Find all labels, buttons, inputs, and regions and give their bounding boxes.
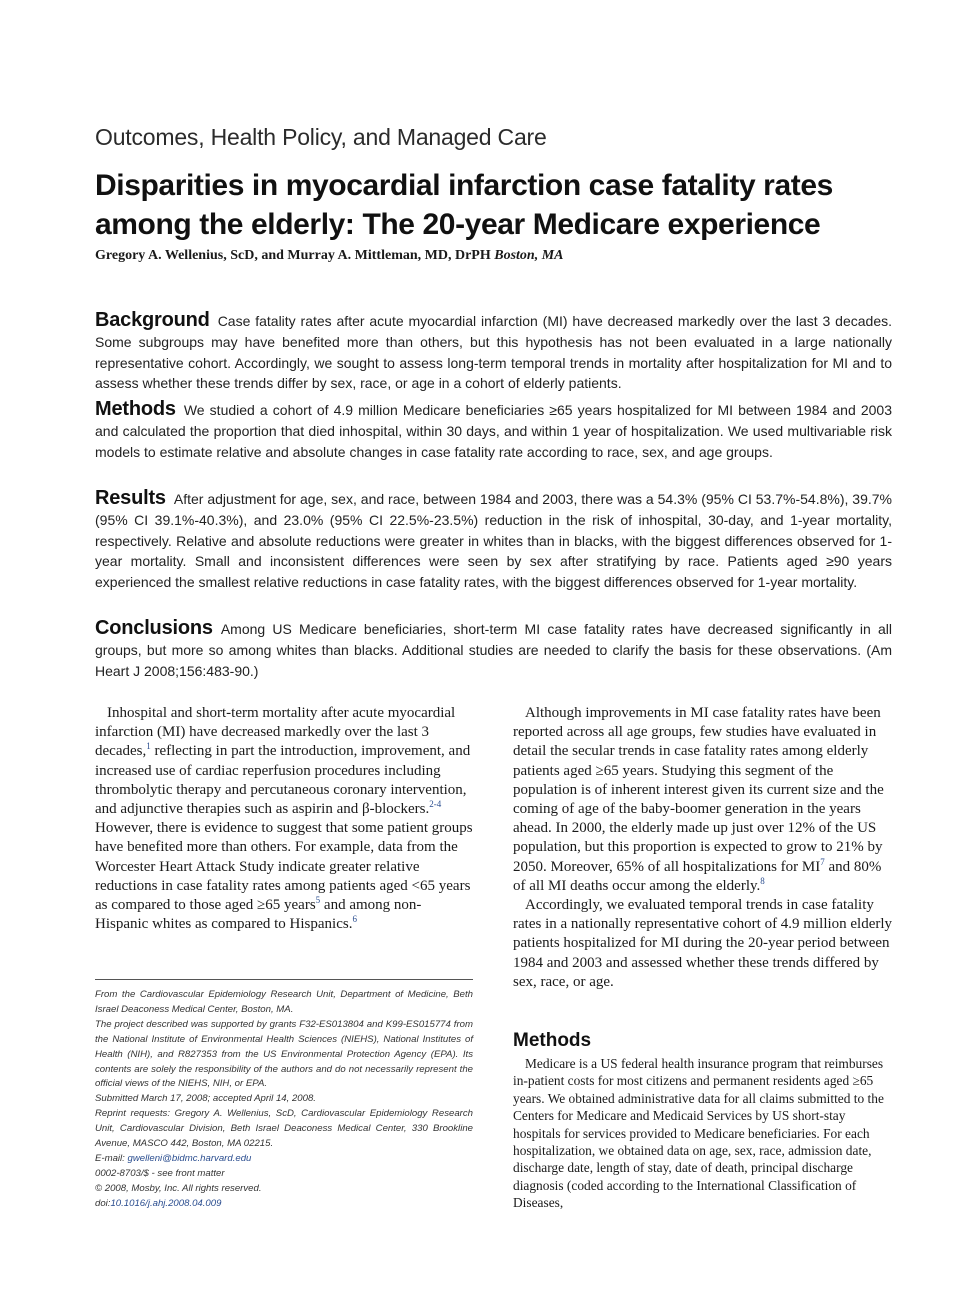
footnote-submitted: Submitted March 17, 2008; accepted April 14, 2008. (95, 1093, 316, 1105)
abstract-methods-label: Methods (95, 398, 176, 420)
reference-link[interactable]: 2-4 (429, 799, 442, 810)
author-line (95, 248, 895, 264)
intro-right-text-a: Although improvements in MI case fatality rates have been reported across all age groups, few studies have evaluated in detail the secular trends in case fatality rates among elderly patients aged ≥65 years. Studying this segment of the population is of inherent interest given its current size and the coming of age of the baby-boomer generation in the years ahead. In 2000, the elderly made up just over 12% of the US population, but this proportion is expected to grow to 21% by 2050. Moreover, 65% of all hospitalizations for MI (513, 705, 884, 875)
intro-text-d: and among non-Hispanic whites as compared to Hispanics. (95, 897, 422, 933)
intro-paragraph-1 (95, 704, 473, 934)
abstract-background (95, 310, 892, 394)
intro-text-b: reflecting in part the introduction, improvement, and increased use of cardiac reperfusion procedures including thrombolytic therapy and percutaneous coronary intervention, and adjunctive therapies such as aspirin and β-blockers. (95, 743, 471, 818)
abstract-methods-text: We studied a cohort of 4.9 million Medicare beneficiaries ≥65 years hospitalized for MI between 1984 and 2003 and calculated the proportion that died inhospital, within 30 days, and within 1 year of hospitalization. We used multivariable risk models to estimate relative and absolute changes in case fatality rate according to race, sex, and age groups. (95, 402, 892, 460)
reference-link[interactable]: 6 (352, 914, 357, 925)
intro-right-text-b: and 80% of all MI deaths occur among the elderly. (513, 858, 882, 894)
methods-heading: Methods (513, 1030, 592, 1051)
intro-right-paragraph-2: Accordingly, we evaluated temporal trends in case fatality rates in a nationally representative cohort of 4.9 million elderly patients hospitalized for MI during the 20-year period between 1984 and 2003 and assessed whether these trends differed by sex, race, or age. (513, 897, 893, 990)
methods-text-block (513, 1055, 893, 1212)
methods-paragraph: Medicare is a US federal health insurance program that reimburses in-patient costs for most citizens and permanent residents aged ≥65 years. We obtained administrative data for all claims submitted to the Centers for Medicare and Medicaid Services by US short-stay hospitals for services provided to Medicare beneficiaries. For each hospitalization, we obtained data on age, sex, race, admission date, discharge date, length of stay, date of death, principal discharge diagnosis (coded according to the International Classification of Diseases, (513, 1056, 884, 1211)
footnote-affiliation: From the Cardiovascular Epidemiology Research Unit, Department of Medicine, Beth Israel Deaconess Medical Center, Boston, MA. (95, 989, 473, 1015)
doi-link[interactable]: 10.1016/j.ahj.2008.04.009 (110, 1197, 222, 1209)
reference-link[interactable]: 7 (820, 856, 825, 867)
footnote-doi (95, 1197, 473, 1212)
abstract-background-label: Background (95, 309, 210, 331)
footnote-divider (95, 979, 473, 980)
email-link[interactable]: gwelleni@bidmc.harvard.edu (127, 1152, 252, 1164)
footnote-reprints: Reprint requests: Gregory A. Wellenius, ScD, Cardiovascular Epidemiology Research Unit, Cardiovascular Division, Beth Israel Deaconess Medical Center, 330 Brookline Avenue, MASCO 442, Boston, MA 02215. (95, 1108, 473, 1150)
footnote-issn: 0002-8703/$ - see front matter (95, 1167, 225, 1179)
footnote-funding: The project described was supported by grants F32-ES013804 and K99-ES015774 from the National Institute of Environmental Health Sciences (NIEHS), National Institutes of Health (NIH), and R827353 from the US Environmental Protection Agency (EPA). Its contents are solely the responsibility of the authors and do not necessarily represent the official views of the NIEHS, NIH, or EPA. (95, 1018, 473, 1090)
abstract-methods (95, 399, 892, 462)
author-location: Boston, MA (494, 248, 564, 263)
authors: Gregory A. Wellenius, ScD, and Murray A. Mittleman, MD, DrPH (95, 248, 491, 263)
intro-left-column (95, 704, 473, 934)
article-title: Disparities in myocardial infarction case fatality rates among the elderly: The 20-year Medicare experience (95, 169, 833, 241)
intro-text-c: However, there is evidence to suggest that some patient groups have benefited more than others. For example, data from the Worcester Heart Attack Study indicate greater relative reductions in case fatality rates among patients aged <65 years as compared to those aged ≥65 years (95, 820, 473, 914)
doi-label: doi: (95, 1197, 111, 1209)
abstract-results-label: Results (95, 487, 166, 509)
journal-section-heading: Outcomes, Health Policy, and Managed Care (95, 124, 547, 150)
footnote-email (95, 1152, 473, 1167)
abstract-results-text: After adjustment for age, sex, and race, between 1984 and 2003, there was a 54.3% (95% CI 53.7%-54.8%), 39.7% (95% CI 39.1%-40.3%), and 23.0% (95% CI 22.5%-23.5%) reduction in the risk of inhospital, 30-day, and 1-year mortality, respectively. Relative and absolute reductions were greater in whites than in blacks, with the biggest differences observed for 1-year mortality. Small and inconsistent differences were seen by sex after stratifying by race. Patients aged ≥90 years experienced the smallest relative reductions in case fatality rates, with the biggest differences observed for 1-year mortality. (95, 491, 892, 591)
abstract-results (95, 488, 892, 593)
email-label: E-mail: (95, 1152, 128, 1164)
footnotes (95, 988, 473, 1212)
abstract-conclusions-text: Among US Medicare beneficiaries, short-term MI case fatality rates have decreased significantly in all groups, but more so among whites than blacks. Additional studies are needed to clarify the basis for these observations. (Am Heart J 2008;156:483-90.) (95, 621, 892, 679)
abstract-conclusions-label: Conclusions (95, 617, 213, 639)
reference-link[interactable]: 8 (760, 875, 765, 886)
intro-text-a: Inhospital and short-term mortality after acute myocardial infarction (MI) have decreased markedly over the last 3 decades, (95, 705, 456, 760)
intro-right-paragraph-1 (513, 704, 893, 896)
reference-link[interactable]: 5 (315, 895, 321, 906)
abstract-conclusions (95, 618, 892, 681)
footnote-copyright: © 2008, Mosby, Inc. All rights reserved. (95, 1182, 262, 1194)
intro-right-column (513, 704, 893, 992)
reference-link[interactable]: 1 (146, 741, 151, 752)
abstract-background-text: Case fatality rates after acute myocardial infarction (MI) have decreased markedly over the last 3 decades. Some subgroups may have benefited more than others, but this hypothesis has not been evaluated in a large nationally representative cohort. Accordingly, we sought to assess long-term temporal trends in mortality after hospitalization for MI and to assess whether these trends differ by sex, race, or age in a cohort of elderly patients. (95, 313, 892, 392)
